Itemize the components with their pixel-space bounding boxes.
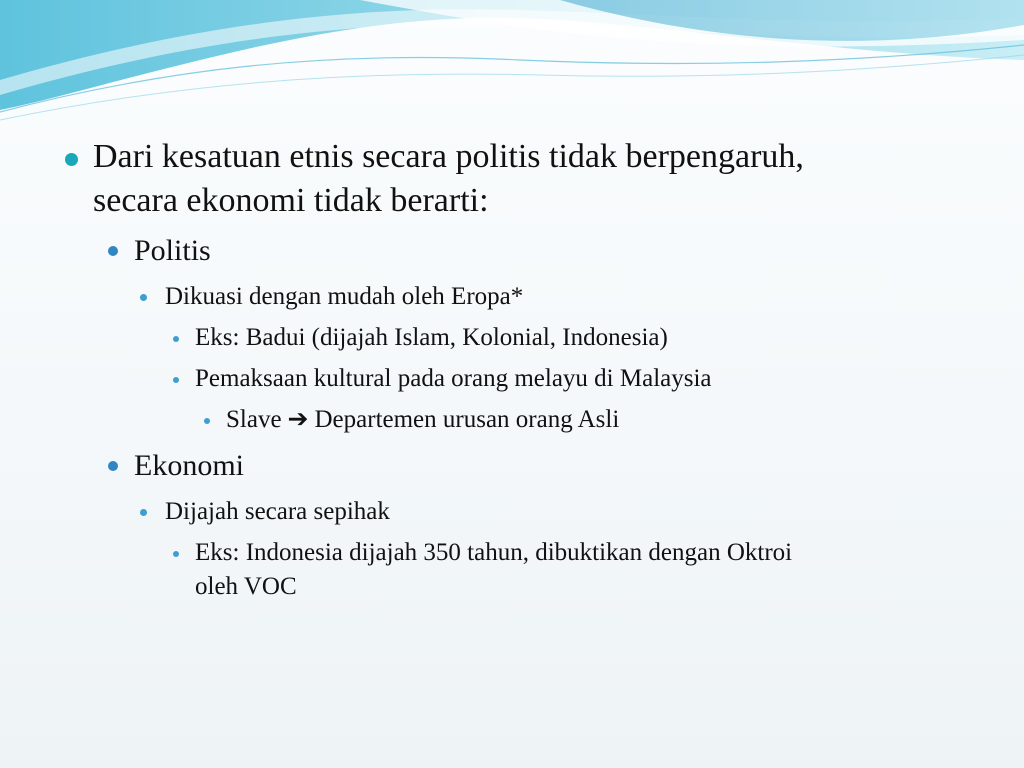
bullet-text: Eks: Badui (dijajah Islam, Kolonial, Indonesia) xyxy=(195,324,668,351)
bullet-dot-icon xyxy=(173,336,179,342)
slave-label: Slave xyxy=(226,406,282,433)
bullet-text: Dikuasi dengan mudah oleh Eropa* xyxy=(165,283,524,310)
bullet-dot-icon xyxy=(108,246,118,256)
bullet-text-line1: Eks: Indonesia dijajah 350 tahun, dibuktikan dengan Oktroi xyxy=(195,539,793,566)
bullet-text: Politis xyxy=(134,234,211,267)
bullet-dot-icon xyxy=(140,294,147,301)
bullet-text xyxy=(226,404,619,436)
bullet-dot-icon xyxy=(140,509,147,516)
bullet-dot-icon xyxy=(65,153,78,166)
bullet-text: Ekonomi xyxy=(134,449,244,482)
bullet-text: Dijajah secara sepihak xyxy=(165,498,390,525)
bullet-dot-icon xyxy=(108,461,118,471)
bullet-dot-icon xyxy=(173,377,179,383)
bullet-text-line2: oleh VOC xyxy=(195,573,297,600)
departemen-label: Departemen urusan orang Asli xyxy=(314,406,620,433)
bullet-text-line2: secara ekonomi tidak berarti: xyxy=(93,182,489,219)
bullet-dot-icon xyxy=(173,551,179,557)
bullet-dot-icon xyxy=(204,418,210,424)
arrow-right-icon: ➔ xyxy=(287,406,309,433)
bullet-text: Pemaksaan kultural pada orang melayu di Malaysia xyxy=(195,365,712,392)
bullet-text-line1: Dari kesatuan etnis secara politis tidak berpengaruh, xyxy=(93,138,804,175)
